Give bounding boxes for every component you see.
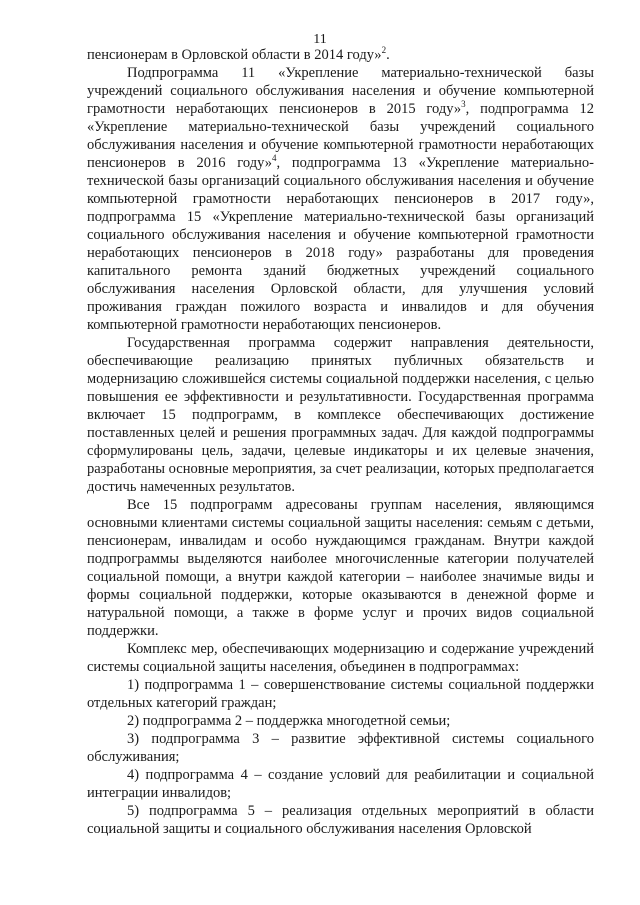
list-item-subprogram-3: 3) подпрограмма 3 – развитие эффективной системы социального обслуживания; (87, 731, 594, 765)
list-item-subprogram-1: 1) подпрограмма 1 – совершенствование системы социальной поддержки отдельных категорий граждан; (87, 677, 594, 711)
footnote-ref: 2 (381, 45, 387, 56)
text-run: пенсионерам в Орловской области в 2014 году» (87, 47, 382, 63)
paragraph-continuation (87, 46, 594, 64)
body-text (87, 46, 594, 838)
text-run: . (386, 47, 390, 63)
list-item-subprogram-2: 2) подпрограмма 2 – поддержка многодетной семьи; (127, 713, 451, 729)
list-item-subprogram-4: 4) подпрограмма 4 – создание условий для реабилитации и социальной интеграции инвалидов; (87, 767, 594, 801)
paragraph-state-program: Государственная программа содержит направления деятельности, обеспечивающие реализацию принятых публичных обязательств и модернизацию сложившейся системы социальной поддержки населения, с целью повышения ее эффективности и результативности. Государственная программа включает 15 подпрограмм, в комплексе обеспечивающих достижение поставленных целей и решения программных задач. Для каждой подпрограммы сформулированы цель, задачи, целевые индикаторы и их целевые значения, разработаны основные мероприятия, за счет реализации, которых предполагается достичь намеченных результатов. (87, 335, 594, 495)
footnote-ref: 3 (461, 99, 466, 110)
paragraph-measures-intro: Комплекс мер, обеспечивающих модернизацию и содержание учреждений системы социальной защиты населения, объединен в подпрограммах: (87, 641, 594, 675)
paragraph-target-groups: Все 15 подпрограмм адресованы группам населения, являющимся основными клиентами системы социальной защиты населения: семьям с детьми, пенсионерам, инвалидам и особо нуждающимся гражданам. Внутри каждой подпрограммы выделяются наиболее многочисленные категории получателей социальной помощи, а внутри каждой категории – наиболее значимые виды и формы социальной поддержки, которые оказываются в денежной форме и натуральной помощи, а также в форме услуг и прочих видов социальной поддержки. (87, 497, 594, 639)
text-run: Подпрограмма 11 «Укрепление материально-технической базы учреждений социального обслуживания населения и обучение компьютерной грамотности неработающих пенсионеров в 2015 году» (87, 65, 594, 117)
page-number: 11 (313, 32, 327, 47)
text-run: , подпрограмма 13 «Укрепление материально-технической базы организаций социального обслуживания населения и обучение компьютерной грамотности неработающих пенсионеров в 2017 году», подпрограмма 15 «Укрепление материально-технической базы организаций социального обслуживания населения и обучение компьютерной грамотности неработающих пенсионеров в 2018 году» разработаны для проведения капитального ремонта зданий бюджетных учреждений социального обслуживания населения Орловской области, для улучшения условий проживания граждан пожилого возраста и инвалидов и для обучения компьютерной грамотности неработающих пенсионеров. (87, 155, 594, 333)
list-item-subprogram-5: 5) подпрограмма 5 – реализация отдельных мероприятий в области социальной защиты и социального обслуживания населения Орловской (87, 803, 594, 837)
paragraph-subprograms-11-15 (87, 64, 594, 334)
text-run: , подпрограмма 12 «Укрепление материально-технической базы учреждений социального обслуживания населения и обучение компьютерной грамотности неработающих пенсионеров в 2016 году» (87, 101, 594, 171)
footnote-ref: 4 (271, 153, 277, 164)
